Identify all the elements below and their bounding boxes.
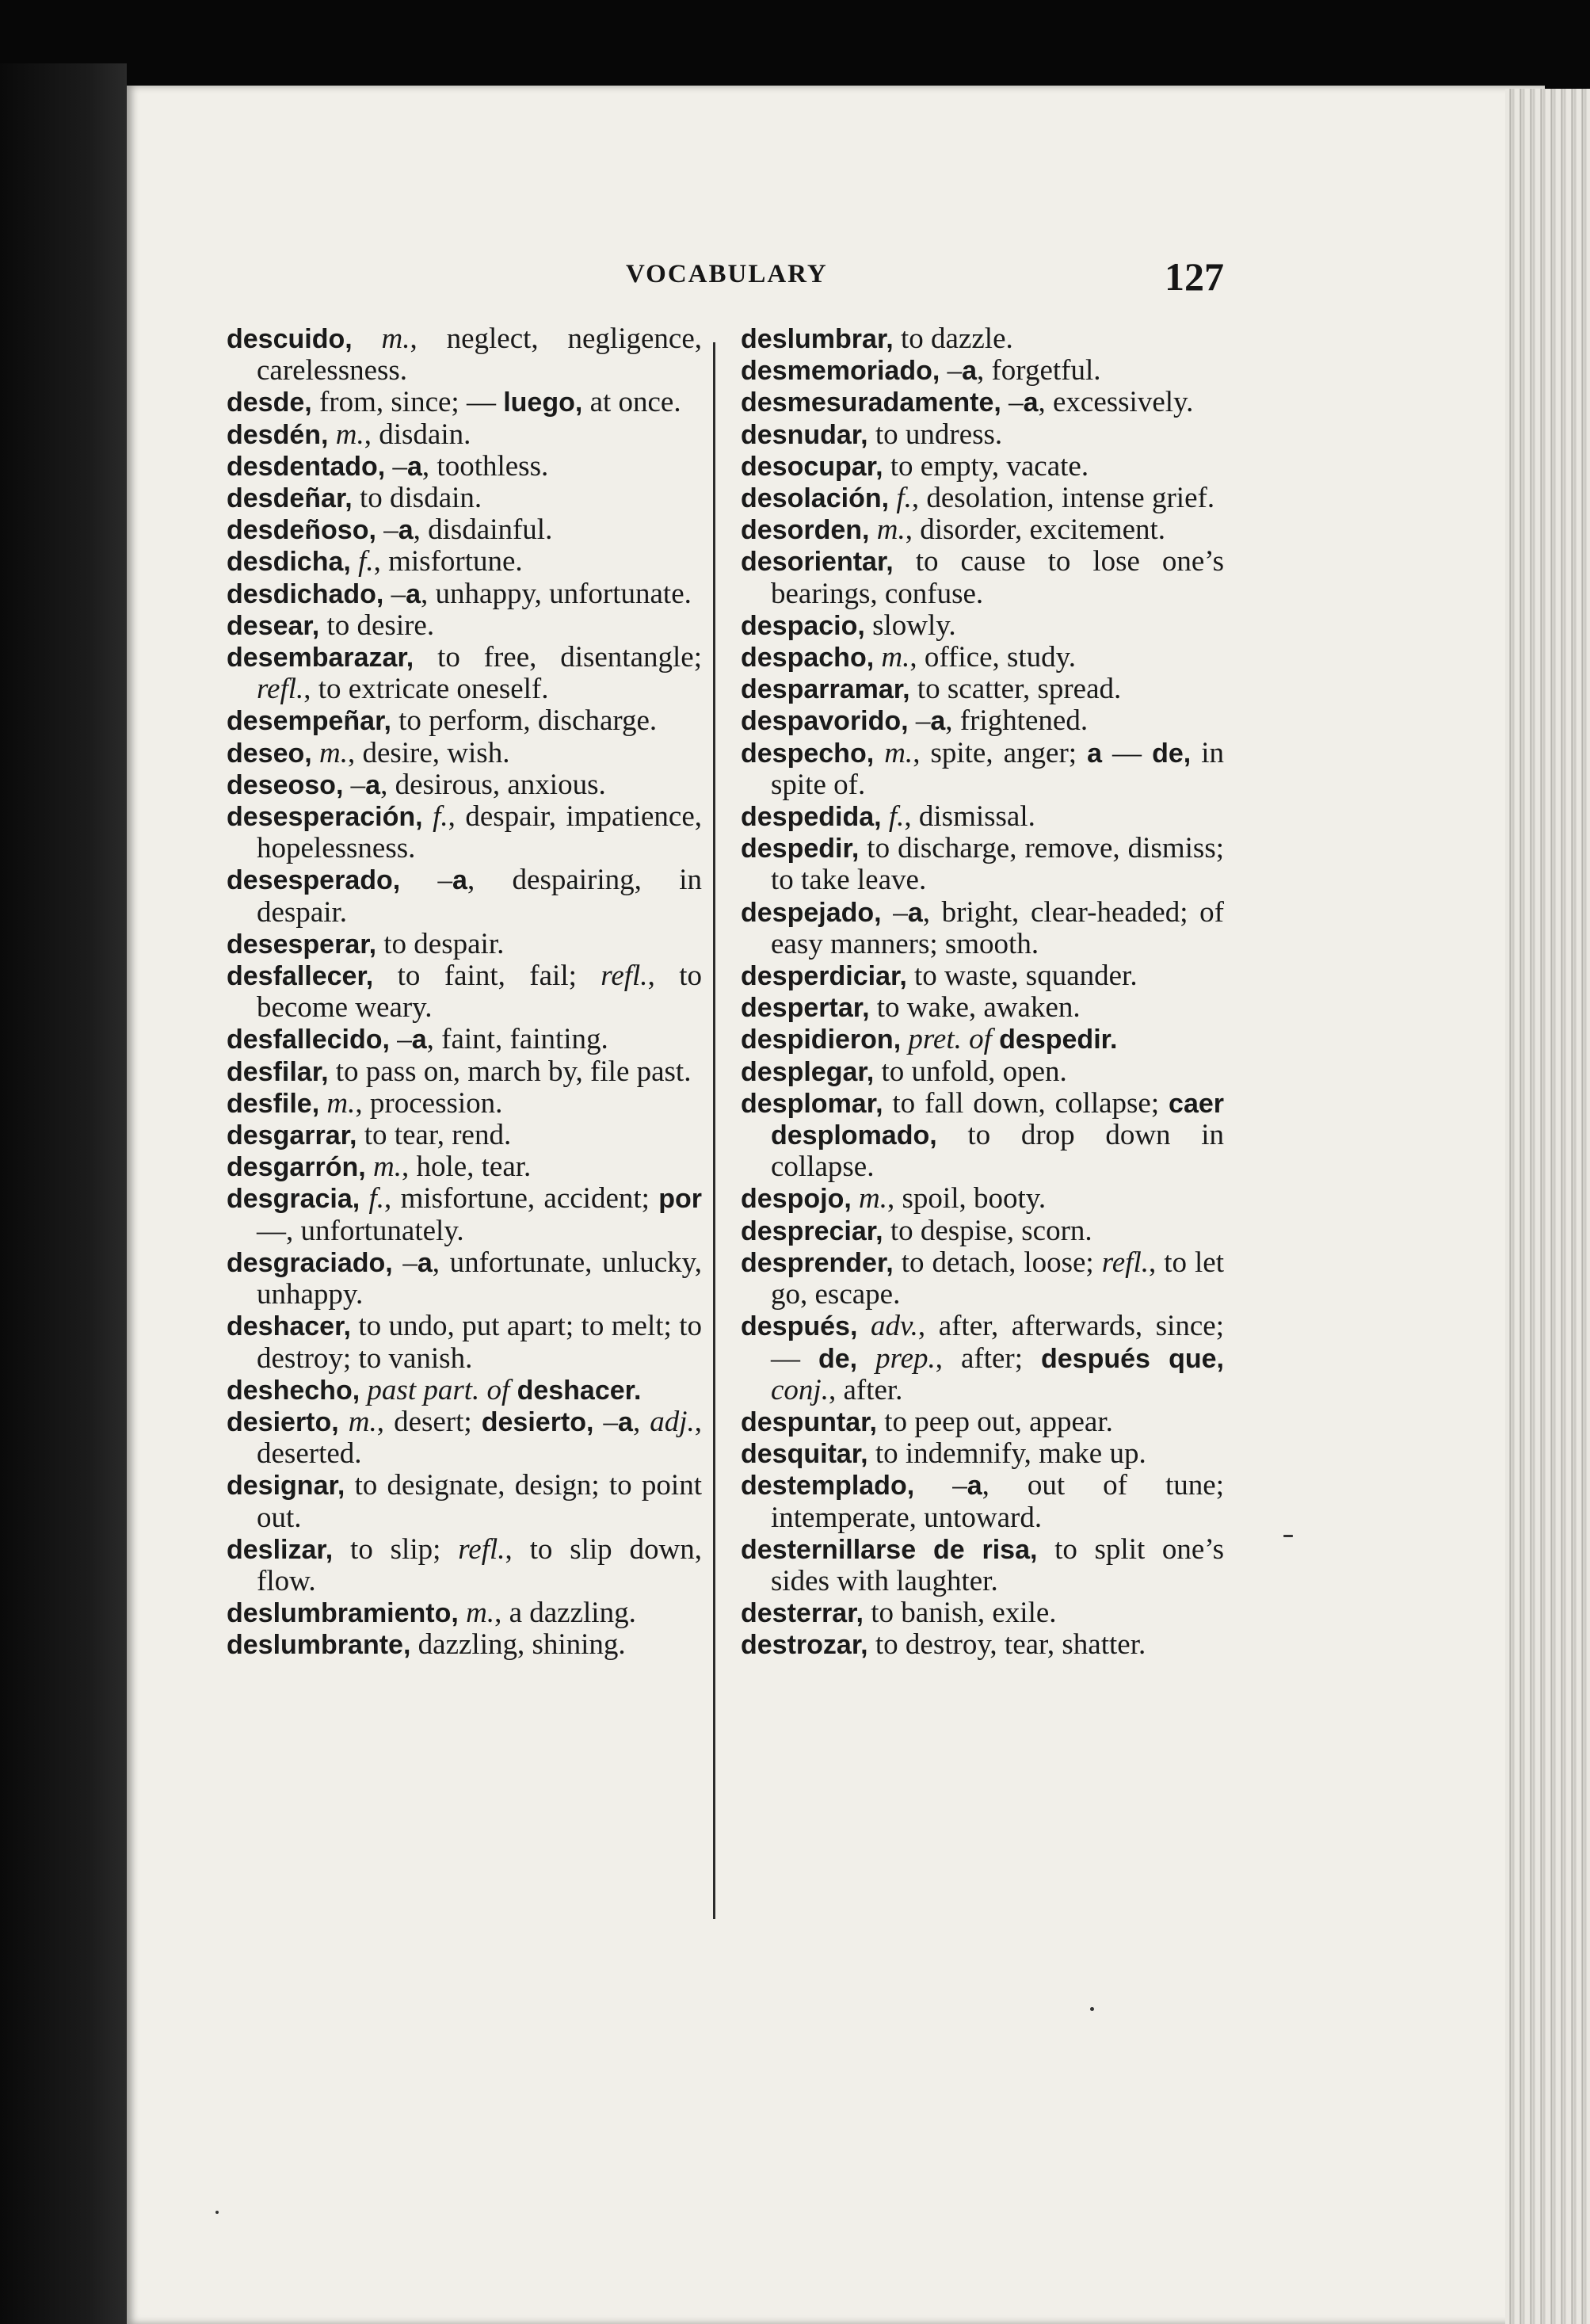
headword: desquitar, bbox=[741, 1439, 868, 1470]
vocabulary-entry bbox=[741, 483, 1224, 514]
headword: desfallecido, bbox=[227, 1025, 390, 1055]
definition-text: – bbox=[1001, 386, 1024, 419]
vocabulary-entry bbox=[741, 355, 1224, 387]
definition-text: – bbox=[914, 1469, 967, 1502]
headword: desterrar, bbox=[741, 1598, 864, 1629]
definition-text: , unhappy, unfortunate. bbox=[421, 577, 692, 610]
headword: despacho, bbox=[741, 643, 875, 674]
headword: desplegar, bbox=[741, 1056, 875, 1087]
vocabulary-entry bbox=[227, 1088, 702, 1120]
definition-text: — bbox=[1102, 736, 1153, 769]
definition-text: , frightened. bbox=[945, 704, 1089, 738]
vocabulary-entry bbox=[741, 1629, 1224, 1661]
column-divider bbox=[713, 342, 715, 1919]
vocabulary-entry bbox=[741, 1406, 1224, 1438]
definition-text: , to slip down, flow. bbox=[257, 1532, 702, 1597]
vocabulary-entry bbox=[741, 323, 1224, 355]
headword: desear, bbox=[227, 610, 320, 641]
vocabulary-column-right bbox=[741, 323, 1224, 1662]
subentry: a bbox=[365, 769, 381, 800]
definition-text: to undo, put apart; to melt; to destroy; to vanish. bbox=[257, 1310, 702, 1375]
grammar-abbreviation: prep. bbox=[875, 1341, 936, 1375]
definition-text: to waste, squander. bbox=[906, 960, 1138, 993]
grammar-abbreviation: f. bbox=[888, 800, 905, 834]
vocabulary-entry bbox=[741, 897, 1224, 960]
definition-text: , a dazzling. bbox=[494, 1597, 636, 1630]
headword: desempeñar, bbox=[227, 706, 391, 737]
headword: desfile, bbox=[227, 1088, 320, 1119]
definition-text: , bbox=[632, 1405, 650, 1438]
definition-text: , desirous, anxious. bbox=[380, 768, 606, 801]
headword: despidieron, bbox=[741, 1025, 902, 1055]
definition-text: , bright, clear-headed; of easy manners; smooth. bbox=[771, 895, 1225, 960]
definition-text: , desolation, intense grief. bbox=[911, 482, 1215, 515]
headword: deseo, bbox=[227, 738, 312, 769]
headword: despreciar, bbox=[741, 1215, 883, 1246]
vocabulary-entry bbox=[227, 1120, 702, 1151]
vocabulary-entry bbox=[741, 1597, 1224, 1629]
definition-text: to cause to lose one’s bearings, confuse. bbox=[771, 545, 1224, 610]
definition-text: dazzling, shining. bbox=[410, 1628, 626, 1662]
grammar-abbreviation: refl. bbox=[257, 673, 304, 706]
definition-text: to empty, vacate. bbox=[883, 449, 1089, 483]
vocabulary-entry bbox=[227, 610, 702, 642]
headword: desdeñoso, bbox=[227, 515, 376, 546]
vocabulary-entry bbox=[741, 546, 1224, 609]
vocabulary-entry bbox=[227, 1311, 702, 1374]
headword: despedir, bbox=[741, 834, 860, 864]
grammar-abbreviation: refl. bbox=[1101, 1246, 1149, 1279]
grammar-abbreviation: m. bbox=[372, 1151, 402, 1184]
definition-text: to despair. bbox=[376, 927, 505, 960]
subentry: a bbox=[411, 1025, 427, 1055]
headword: deslumbrante, bbox=[227, 1630, 411, 1661]
definition-text: , toothless. bbox=[421, 449, 549, 483]
vocabulary-entry bbox=[741, 960, 1224, 992]
grammar-abbreviation: f. bbox=[433, 800, 448, 834]
definition-text: , to extricate oneself. bbox=[303, 673, 549, 706]
vocabulary-entry bbox=[227, 1183, 702, 1246]
definition-text: , out of tune; intemperate, untoward. bbox=[771, 1469, 1224, 1534]
subentry: a bbox=[452, 865, 467, 896]
vocabulary-entry bbox=[227, 1151, 702, 1183]
vocabulary-entry bbox=[227, 1247, 702, 1311]
definition-text: , office, study. bbox=[909, 641, 1077, 674]
headword: después, bbox=[741, 1311, 858, 1342]
definition-text: , dismissal. bbox=[904, 800, 1035, 834]
vocabulary-entry bbox=[741, 1438, 1224, 1470]
subentry: a bbox=[967, 1471, 982, 1502]
headword: desmemoriado, bbox=[741, 356, 940, 387]
definition-text: , disdainful. bbox=[413, 513, 553, 547]
grammar-abbreviation: m. bbox=[876, 513, 906, 547]
definition-text: to split one’s sides with laughter. bbox=[771, 1532, 1224, 1597]
subentry: a bbox=[417, 1247, 433, 1278]
vocabulary-entry bbox=[227, 419, 702, 451]
headword: desdentado, bbox=[227, 451, 386, 482]
vocabulary-entry bbox=[741, 1024, 1224, 1055]
definition-text: – bbox=[383, 577, 406, 610]
vocabulary-entry bbox=[227, 578, 702, 610]
vocabulary-entry bbox=[227, 642, 702, 705]
subentry: a bbox=[930, 706, 946, 737]
definition-text: , procession. bbox=[355, 1086, 503, 1120]
definition-text: to free, disentangle; bbox=[414, 641, 702, 674]
page-number: 127 bbox=[1165, 254, 1224, 299]
headword: deshecho, bbox=[227, 1375, 360, 1406]
grammar-abbreviation: m. bbox=[348, 1405, 377, 1438]
headword: desesperado, bbox=[227, 865, 401, 896]
vocabulary-entry bbox=[741, 451, 1224, 483]
grammar-abbreviation: refl. bbox=[601, 960, 648, 993]
subentry: a bbox=[618, 1406, 633, 1437]
headword: destrozar, bbox=[741, 1630, 868, 1661]
definition-text: , despair, impatience, hopelessness. bbox=[257, 800, 703, 865]
definition-text: from, since; — bbox=[311, 386, 504, 419]
vocabulary-entry bbox=[227, 960, 702, 1024]
headword: desesperación, bbox=[227, 802, 423, 833]
vocabulary-entry bbox=[227, 323, 702, 387]
definition-text: , spite, anger; bbox=[913, 736, 1088, 769]
definition-text: to wake, awaken. bbox=[869, 991, 1081, 1025]
vocabulary-entry bbox=[741, 1311, 1224, 1406]
definition-text: , deserted. bbox=[257, 1405, 703, 1471]
running-head: VOCABULARY bbox=[626, 260, 828, 288]
headword: despuntar, bbox=[741, 1406, 877, 1437]
subentry: a bbox=[398, 515, 414, 546]
definition-text: – bbox=[400, 864, 453, 897]
vocabulary-entry bbox=[741, 674, 1224, 705]
subentry: a bbox=[407, 451, 422, 482]
definition-text: , disdain. bbox=[364, 418, 471, 451]
grammar-abbreviation: f. bbox=[896, 482, 912, 515]
vocabulary-entry bbox=[741, 642, 1224, 674]
definition-text: – bbox=[593, 1405, 619, 1438]
definition-text bbox=[857, 1342, 875, 1375]
definition-text: – bbox=[940, 354, 963, 387]
headword: desdichado, bbox=[227, 578, 384, 609]
headword: desgarrar, bbox=[227, 1120, 357, 1151]
definition-text: , after; bbox=[935, 1341, 1041, 1375]
definition-text: , unfortunate, unlucky, unhappy. bbox=[257, 1246, 702, 1311]
page-edges bbox=[1505, 89, 1590, 2324]
grammar-abbreviation: m. bbox=[881, 641, 910, 674]
vocabulary-entry bbox=[227, 1056, 702, 1088]
grammar-abbreviation: m. bbox=[326, 1086, 356, 1120]
definition-text: to banish, exile. bbox=[864, 1597, 1057, 1630]
subentry: después que, bbox=[1041, 1343, 1224, 1374]
grammar-abbreviation: adj. bbox=[650, 1405, 695, 1438]
subentry: a bbox=[1087, 738, 1103, 769]
headword: desde, bbox=[227, 387, 312, 418]
headword: desprender, bbox=[741, 1247, 894, 1278]
vocabulary-entry bbox=[741, 1088, 1224, 1184]
headword: desdén, bbox=[227, 419, 329, 450]
subentry: a bbox=[962, 356, 977, 387]
definition-text: to discharge, remove, dismiss; to take leave. bbox=[771, 832, 1224, 897]
vocabulary-entry bbox=[227, 514, 702, 546]
definition-text: to slip; bbox=[333, 1532, 459, 1566]
grammar-abbreviation: m. bbox=[335, 418, 364, 451]
definition-text: – bbox=[385, 449, 407, 483]
headword: destemplado, bbox=[741, 1471, 915, 1502]
definition-text: to tear, rend. bbox=[357, 1119, 512, 1152]
headword: desfallecer, bbox=[227, 961, 374, 992]
print-speck bbox=[1283, 1535, 1293, 1537]
subentry: por bbox=[658, 1184, 702, 1215]
definition-text: at once. bbox=[582, 386, 681, 419]
headword: desgraciado, bbox=[227, 1247, 393, 1278]
definition-text: to dazzle. bbox=[893, 322, 1013, 355]
subentry: a bbox=[907, 897, 923, 928]
definition-text: to designate, design; to point out. bbox=[257, 1469, 702, 1534]
definition-text: , desert; bbox=[376, 1405, 482, 1438]
vocabulary-entry bbox=[741, 705, 1224, 737]
definition-text: – bbox=[392, 1246, 418, 1279]
vocabulary-entry bbox=[227, 864, 702, 928]
grammar-abbreviation: m. bbox=[466, 1597, 495, 1630]
vocabulary-column-left bbox=[227, 323, 702, 1662]
definition-text: , neglect, negligence, carelessness. bbox=[257, 322, 702, 387]
headword: desperdiciar, bbox=[741, 961, 907, 992]
vocabulary-entry bbox=[741, 1183, 1224, 1215]
definition-text: , desire, wish. bbox=[347, 736, 510, 769]
grammar-abbreviation: pret. of bbox=[908, 1023, 992, 1056]
definition-text: , hole, tear. bbox=[401, 1151, 532, 1184]
definition-text: to peep out, appear. bbox=[876, 1405, 1113, 1438]
headword: despavorido, bbox=[741, 706, 909, 737]
headword: desorden, bbox=[741, 515, 870, 546]
definition-text: to fall down, collapse; bbox=[883, 1086, 1169, 1120]
grammar-abbreviation: f. bbox=[368, 1182, 385, 1215]
definition-text: to disdain. bbox=[352, 482, 482, 515]
definition-text bbox=[509, 1374, 517, 1406]
vocabulary-entry bbox=[741, 1247, 1224, 1311]
definition-text: , spoil, booty. bbox=[887, 1182, 1047, 1215]
vocabulary-entry bbox=[227, 1629, 702, 1661]
definition-text bbox=[992, 1023, 999, 1055]
definition-text: to undress. bbox=[867, 418, 1003, 451]
vocabulary-entry bbox=[227, 1375, 702, 1406]
print-speck bbox=[215, 2211, 219, 2214]
grammar-abbreviation: refl. bbox=[458, 1532, 505, 1566]
definition-text: – bbox=[908, 704, 931, 738]
definition-text: to unfold, open. bbox=[874, 1055, 1067, 1088]
definition-text: , to let go, escape. bbox=[771, 1246, 1224, 1311]
definition-text: , after. bbox=[828, 1373, 903, 1406]
headword: desmesuradamente, bbox=[741, 387, 1001, 418]
subentry: a bbox=[406, 578, 421, 609]
vocabulary-entry bbox=[741, 738, 1224, 801]
vocabulary-entry bbox=[741, 1470, 1224, 1533]
definition-text: , after, afterwards, since; — bbox=[771, 1310, 1225, 1375]
headword: desternillarse de risa, bbox=[741, 1534, 1038, 1565]
vocabulary-entry bbox=[741, 419, 1224, 451]
headword: despedida, bbox=[741, 802, 882, 833]
subentry: caer desplomado, bbox=[771, 1088, 1224, 1151]
vocabulary-entry bbox=[741, 514, 1224, 546]
subentry: a bbox=[1023, 387, 1039, 418]
definition-text: , misfortune, accident; bbox=[384, 1182, 659, 1215]
vocabulary-entry bbox=[227, 451, 702, 483]
vocabulary-entry bbox=[741, 801, 1224, 833]
definition-text: to despise, scorn. bbox=[883, 1214, 1092, 1247]
subentry: luego, bbox=[503, 387, 583, 418]
headword: descuido, bbox=[227, 324, 353, 354]
grammar-abbreviation: conj. bbox=[771, 1373, 829, 1406]
headword: desdicha, bbox=[227, 547, 351, 578]
headword: deshacer, bbox=[227, 1311, 351, 1342]
headword: despacio, bbox=[741, 610, 865, 641]
vocabulary-entry bbox=[227, 738, 702, 769]
headword: designar, bbox=[227, 1471, 345, 1502]
definition-text: – bbox=[389, 1023, 412, 1056]
headword: desdeñar, bbox=[227, 483, 353, 514]
grammar-abbreviation: m. bbox=[884, 736, 913, 769]
vocabulary-entry bbox=[741, 1056, 1224, 1088]
vocabulary-entry bbox=[741, 387, 1224, 418]
scan-top-border bbox=[0, 0, 1590, 93]
definition-text: to indemnify, make up. bbox=[867, 1437, 1146, 1471]
headword: deseoso, bbox=[227, 769, 344, 800]
definition-text: , forgetful. bbox=[976, 354, 1101, 387]
headword: despejado, bbox=[741, 897, 882, 928]
definition-text: slowly. bbox=[864, 609, 956, 642]
definition-text: —, unfortunately. bbox=[257, 1214, 464, 1247]
definition-text: , misfortune. bbox=[373, 545, 523, 578]
vocabulary-entry bbox=[227, 1024, 702, 1055]
headword: desgarrón, bbox=[227, 1152, 366, 1183]
book-spine-shadow bbox=[0, 63, 127, 2324]
subentry: despedir. bbox=[999, 1025, 1118, 1055]
vocabulary-entry bbox=[741, 992, 1224, 1024]
headword: desgracia, bbox=[227, 1184, 360, 1215]
definition-text: to perform, discharge. bbox=[391, 704, 658, 738]
headword: desolación, bbox=[741, 483, 890, 514]
grammar-abbreviation: f. bbox=[358, 545, 374, 578]
vocabulary-entry bbox=[227, 1406, 702, 1470]
headword: deslizar, bbox=[227, 1534, 334, 1565]
headword: desembarazar, bbox=[227, 643, 414, 674]
vocabulary-entry bbox=[741, 1215, 1224, 1247]
definition-text: – bbox=[881, 895, 908, 929]
subentry: deshacer. bbox=[517, 1375, 642, 1406]
headword: deslumbrar, bbox=[741, 324, 894, 354]
subentry: desierto, bbox=[481, 1406, 594, 1437]
headword: desfilar, bbox=[227, 1056, 329, 1087]
headword: desplomar, bbox=[741, 1088, 883, 1119]
vocabulary-entry bbox=[227, 546, 702, 578]
headword: desorientar, bbox=[741, 547, 894, 578]
headword: despojo, bbox=[741, 1184, 852, 1215]
vocabulary-entry bbox=[227, 801, 702, 864]
grammar-abbreviation: past part. of bbox=[367, 1373, 510, 1406]
headword: despertar, bbox=[741, 993, 870, 1024]
grammar-abbreviation: m. bbox=[859, 1182, 888, 1215]
definition-text: to destroy, tear, shatter. bbox=[867, 1628, 1146, 1662]
vocabulary-entry bbox=[227, 1597, 702, 1629]
headword: desesperar, bbox=[227, 929, 377, 960]
definition-text: – bbox=[376, 513, 398, 547]
definition-text: to faint, fail; bbox=[373, 960, 601, 993]
grammar-abbreviation: adv. bbox=[870, 1310, 918, 1343]
vocabulary-entry bbox=[227, 483, 702, 514]
headword: desnudar, bbox=[741, 419, 868, 450]
definition-text: , faint, fainting. bbox=[426, 1023, 608, 1056]
vocabulary-entry bbox=[227, 1470, 702, 1533]
headword: desocupar, bbox=[741, 451, 883, 482]
definition-text: to drop down in collapse. bbox=[771, 1119, 1224, 1184]
definition-text: to desire. bbox=[319, 609, 435, 642]
vocabulary-entry bbox=[227, 387, 702, 418]
vocabulary-entry bbox=[227, 705, 702, 737]
definition-text: , disorder, excitement. bbox=[905, 513, 1166, 547]
definition-text: to detach, loose; bbox=[893, 1246, 1102, 1279]
vocabulary-entry bbox=[227, 1534, 702, 1597]
subentry: de, bbox=[818, 1343, 858, 1374]
vocabulary-entry bbox=[741, 1534, 1224, 1597]
definition-text: to scatter, spread. bbox=[909, 673, 1122, 706]
grammar-abbreviation: m. bbox=[318, 736, 348, 769]
grammar-abbreviation: m. bbox=[381, 322, 410, 355]
definition-text: – bbox=[343, 768, 366, 801]
headword: desparramar, bbox=[741, 674, 910, 705]
headword: deslumbramiento, bbox=[227, 1598, 459, 1629]
definition-text: to pass on, march by, file past. bbox=[328, 1055, 692, 1088]
definition-text: in spite of. bbox=[771, 736, 1225, 801]
definition-text: , excessively. bbox=[1038, 386, 1194, 419]
vocabulary-entry bbox=[227, 769, 702, 801]
subentry: de, bbox=[1152, 738, 1192, 769]
headword: desierto, bbox=[227, 1406, 339, 1437]
vocabulary-entry bbox=[741, 610, 1224, 642]
headword: despecho, bbox=[741, 738, 875, 769]
vocabulary-entry bbox=[741, 833, 1224, 896]
print-speck bbox=[1090, 2007, 1094, 2011]
definition-text: , despairing, in despair. bbox=[257, 864, 703, 929]
vocabulary-entry bbox=[227, 929, 702, 960]
definition-text: , to become weary. bbox=[257, 960, 702, 1025]
